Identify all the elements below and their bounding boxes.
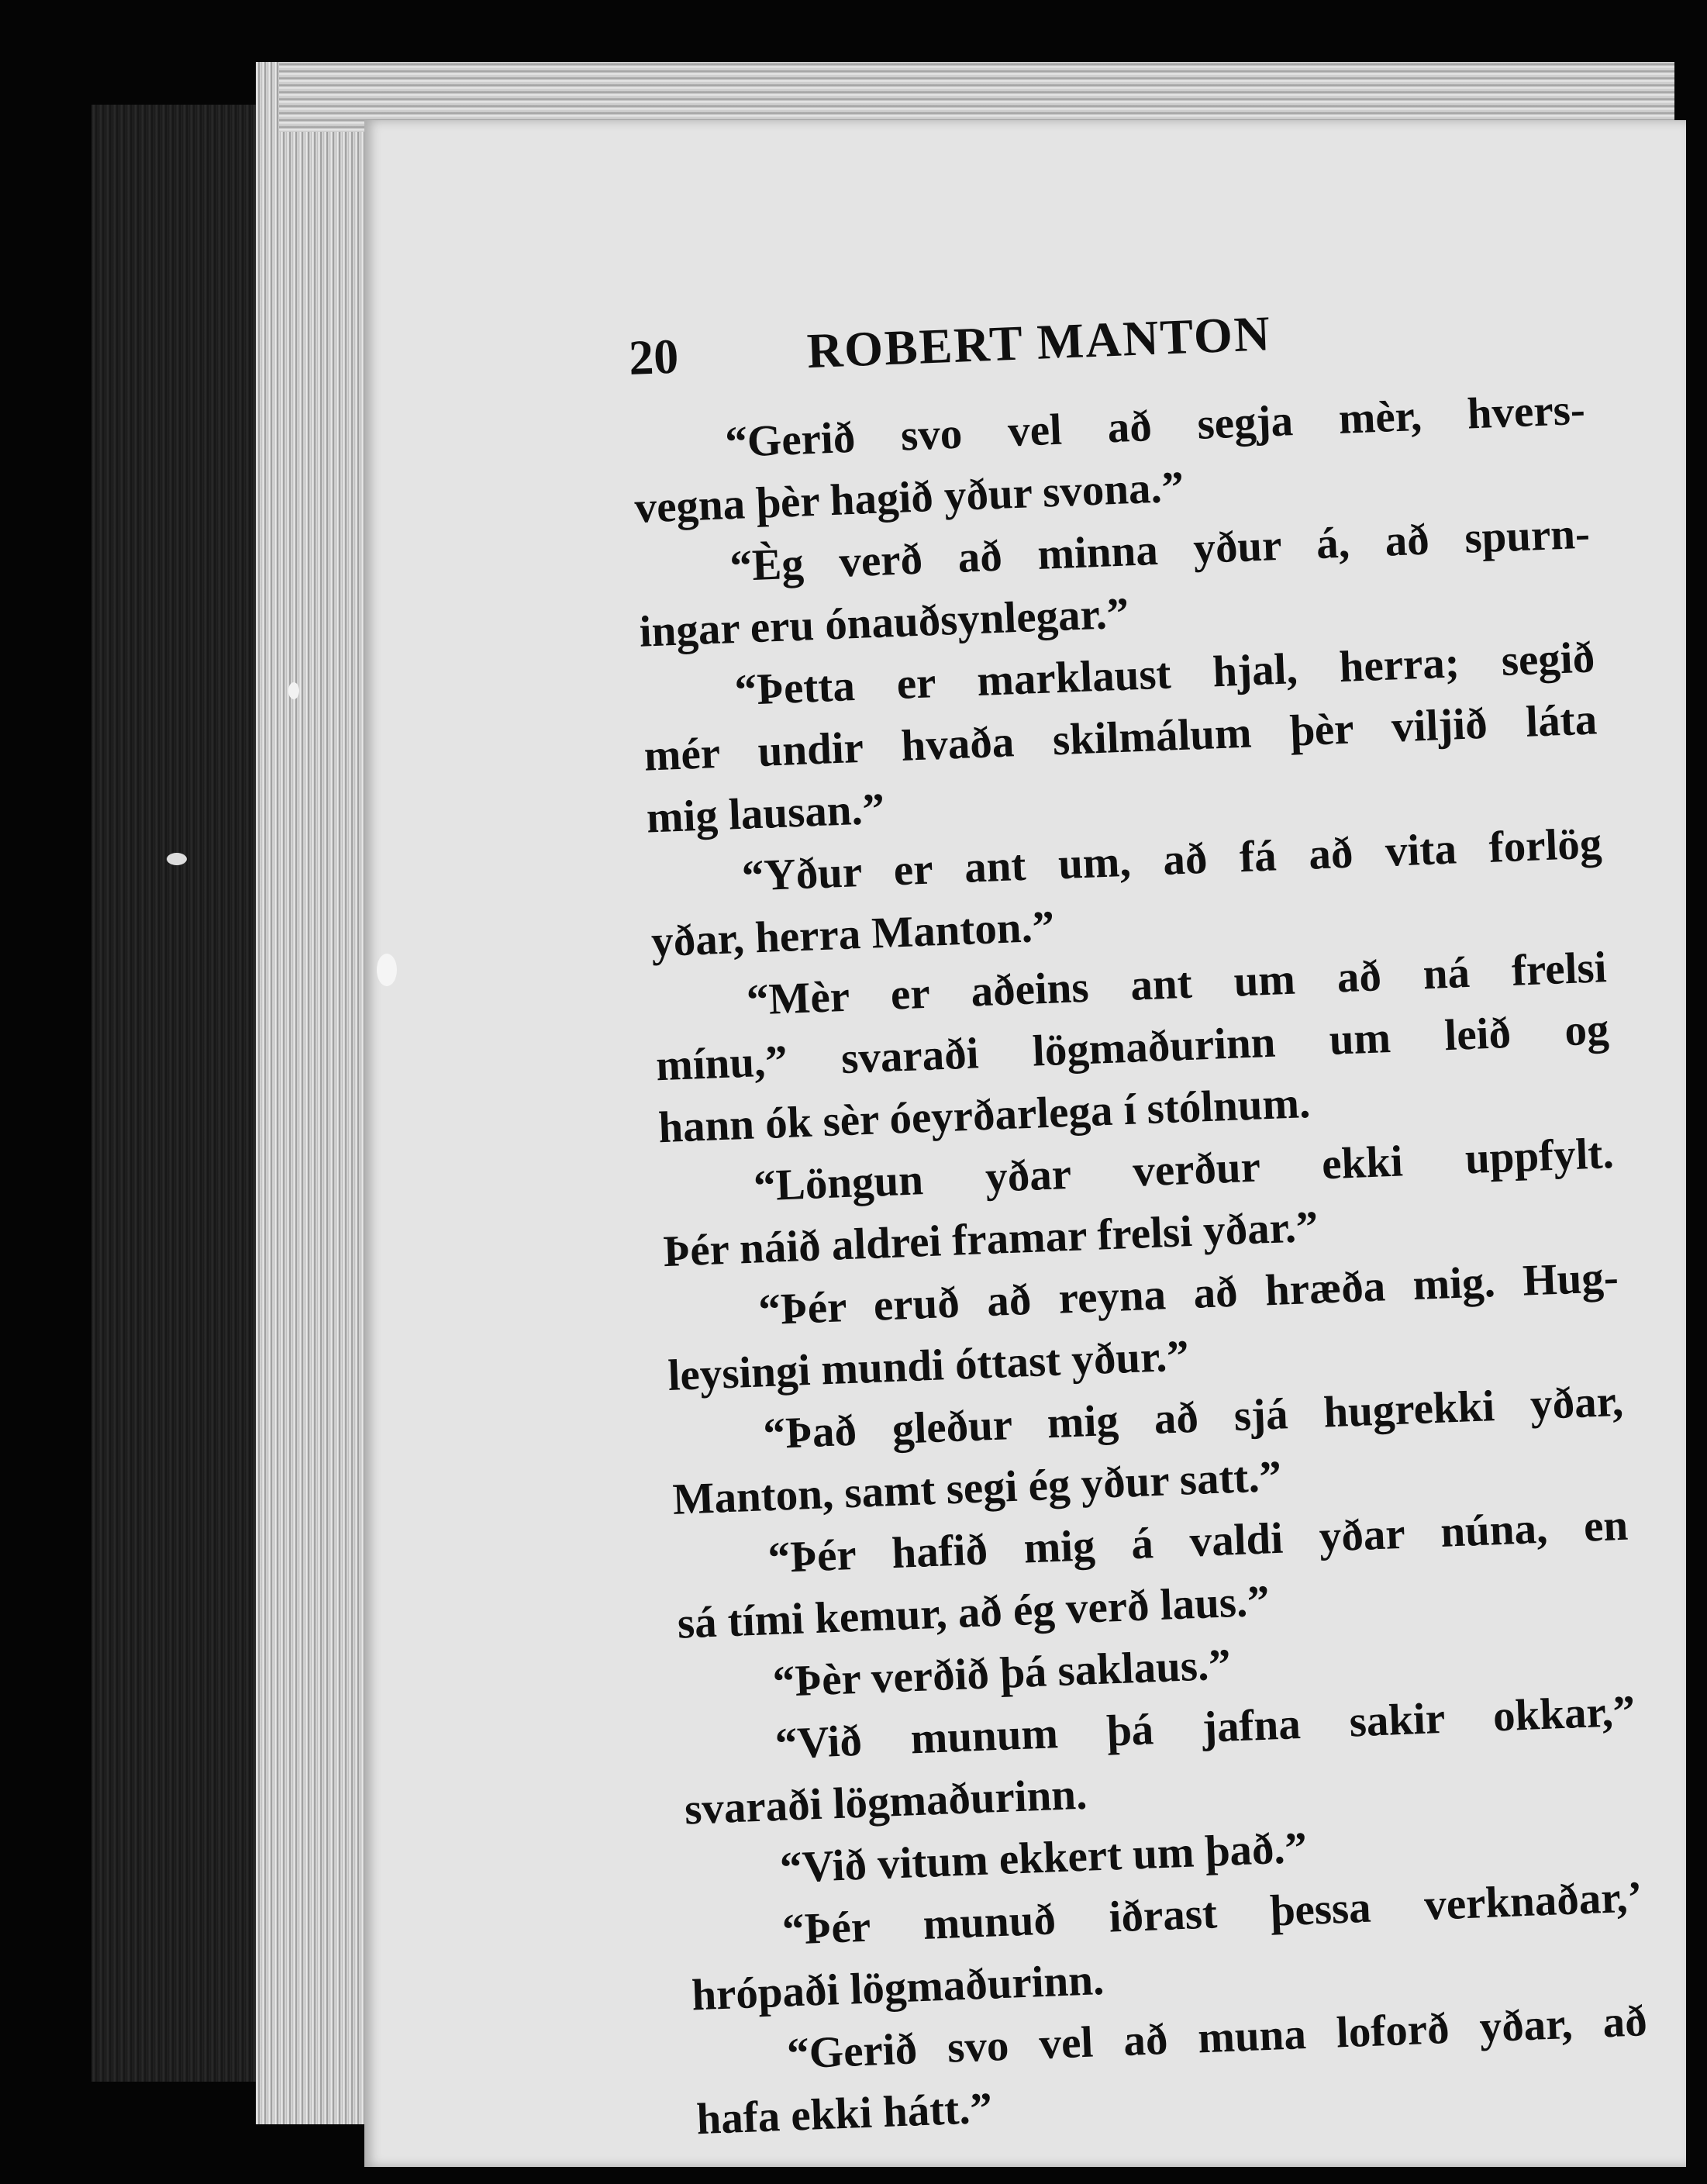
- running-head-title: ROBERT MANTON: [805, 305, 1273, 379]
- text-line: hann ók sèr óeyrðarlega í stólnum.: [657, 1078, 1312, 1153]
- dust-speck: [377, 954, 397, 986]
- text-line: “Èg verð að minna yður á, að spurn-: [729, 509, 1591, 592]
- text-line: “Þér eruð að reyna að hræða mig. Hug-: [757, 1252, 1619, 1335]
- text-line: “Yður er ant um, að fá að vita forlög: [740, 819, 1603, 901]
- text-line: “Gerið svo vel að muna loforð yðar, að: [786, 1996, 1648, 2079]
- text-line: “Þér hafið mig á valdi yðar núna, en: [767, 1500, 1629, 1583]
- text-line: hafa ekki hátt.”: [695, 2083, 994, 2144]
- text-line: hrópaði lögmaðurinn.: [691, 1955, 1105, 2020]
- page-text-block: [628, 297, 1650, 2151]
- text-line: vegna þèr hagið yður svona.”: [633, 462, 1185, 533]
- text-line: “Þèr verðið þá saklaus.”: [771, 1640, 1232, 1707]
- text-line: “Mèr er aðeins ant um að ná frelsi: [745, 943, 1608, 1025]
- text-line: yðar, herra Manton.”: [650, 902, 1056, 967]
- text-line: “Það gleður mig að sjá hugrekki yðar,: [762, 1376, 1625, 1459]
- text-line: “Við vitum ekkert um það.”: [778, 1823, 1309, 1892]
- text-line: Manton, samt segi ég yður satt.”: [671, 1451, 1283, 1524]
- text-line: Þér náið aldrei framar frelsi yðar.”: [662, 1202, 1319, 1277]
- text-line: mér undir hvaða skilmálum þèr viljið láta: [643, 695, 1598, 781]
- page-number: 20: [627, 328, 680, 385]
- text-line: “Þér munuð iðrast þessa verknaðar,’: [781, 1872, 1643, 1955]
- text-line: “Við munum þá jafna sakir okkar,”: [774, 1686, 1636, 1769]
- text-line: sá tími kemur, að ég verð laus.”: [676, 1576, 1271, 1648]
- text-line: leysingi mundi óttast yður.”: [667, 1331, 1190, 1400]
- dust-speck: [167, 853, 187, 865]
- text-line: “Gerið svo vel að segja mèr, hvers-: [724, 385, 1586, 468]
- text-line: “Þetta er marklaust hjal, herra; segið: [733, 633, 1596, 716]
- text-line: ingar eru ónauðsynlegar.”: [638, 588, 1130, 657]
- text-line: mig lausan.”: [645, 784, 886, 843]
- text-line: svaraði lögmaðurinn.: [683, 1769, 1088, 1834]
- text-line: “Löngun yðar verður ekki uppfylt.: [753, 1128, 1615, 1211]
- dust-speck: [288, 682, 299, 699]
- text-line: mínu,” svaraði lögmaðurinn um leið og: [655, 1005, 1610, 1091]
